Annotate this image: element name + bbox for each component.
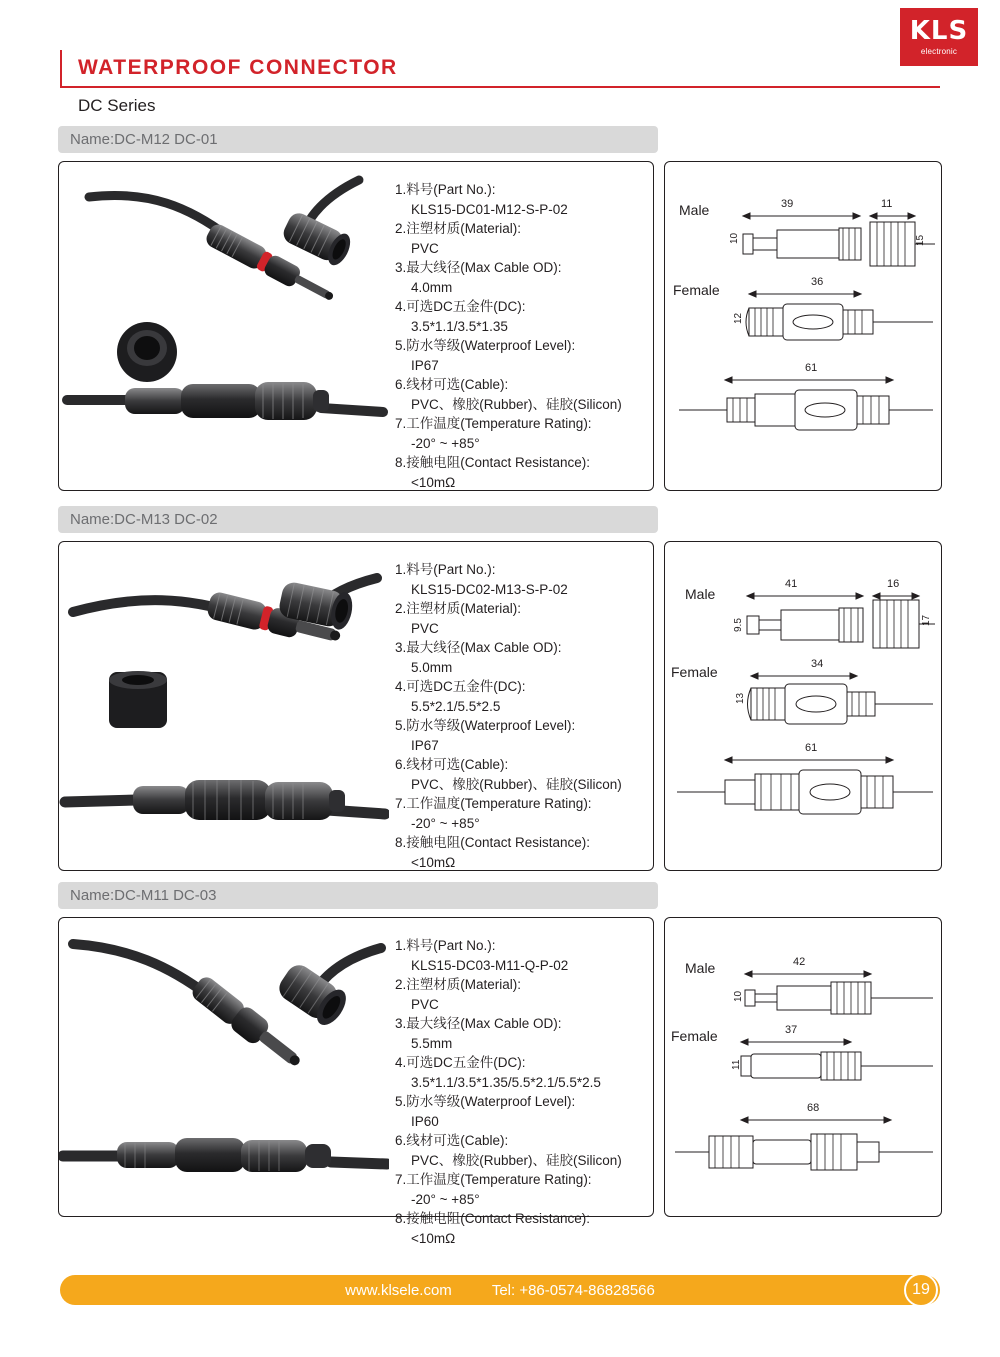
spec-value: 5.5*2.1/5.5*2.5 [411, 698, 501, 714]
spec-label: 3.最大线径(Max Cable OD): [395, 1016, 562, 1031]
dim-female-od: 12 [733, 312, 744, 324]
spec-label: 8.接触电阻(Contact Resistance): [395, 1211, 591, 1226]
spec-label: 7.工作温度(Temperature Rating): [395, 796, 592, 811]
page-title: WATERPROOF CONNECTOR [78, 56, 398, 79]
spec-value: IP60 [411, 1113, 439, 1129]
section-name-bar [58, 882, 658, 909]
dim-total-length: 61 [805, 742, 818, 754]
dim-male-od: 10 [733, 990, 744, 1002]
dim-male-tail: 16 [887, 578, 900, 590]
spec-label: 4.可选DC五金件(DC): [395, 679, 526, 694]
logo-text: KLS [909, 16, 969, 46]
dim-male-h2: 17 [921, 614, 932, 626]
dim-total-length: 68 [807, 1102, 820, 1114]
spec-value: 5.5mm [411, 1035, 453, 1051]
section-name-label: Name:DC-M13 DC-02 [70, 511, 218, 528]
section-name-bar [58, 126, 658, 153]
footer-contact-bar [60, 1275, 940, 1305]
footer-telephone: Tel: +86-0574-86828566 [491, 1281, 655, 1299]
spec-value: 4.0mm [411, 279, 453, 295]
section-dc-02 [58, 506, 942, 871]
spec-label: 5.防水等级(Waterproof Level): [395, 718, 576, 733]
spec-value: IP67 [411, 737, 439, 753]
dim-female-length: 37 [785, 1024, 798, 1036]
spec-label: 8.接触电阻(Contact Resistance): [395, 455, 591, 470]
spec-label: 3.最大线径(Max Cable OD): [395, 260, 562, 275]
product-photo [59, 918, 389, 1216]
technical-drawing-box [664, 541, 942, 871]
technical-drawing-box [664, 161, 942, 491]
spec-label: 7.工作温度(Temperature Rating): [395, 416, 592, 431]
spec-label: 5.防水等级(Waterproof Level): [395, 338, 576, 353]
spec-label: 2.注塑材质(Material): [395, 221, 522, 236]
spec-label: 5.防水等级(Waterproof Level): [395, 1094, 576, 1109]
spec-value: 5.0mm [411, 659, 453, 675]
spec-value: 3.5*1.1/3.5*1.35/5.5*2.1/5.5*2.5 [411, 1074, 601, 1090]
spec-value: PVC、橡胶(Rubber)、硅胶(Silicon) [411, 776, 622, 792]
dim-female-length: 36 [811, 276, 824, 288]
spec-list [389, 162, 653, 490]
spec-value: KLS15-DC01-M12-S-P-02 [411, 201, 568, 217]
spec-value: PVC、橡胶(Rubber)、硅胶(Silicon) [411, 396, 622, 412]
spec-value: <10mΩ [411, 854, 456, 870]
spec-value: -20° ~ +85° [411, 1191, 480, 1207]
header-rule-vertical [60, 50, 62, 88]
spec-value: PVC [411, 240, 439, 256]
spec-value: <10mΩ [411, 474, 456, 490]
section-name-label: Name:DC-M11 DC-03 [70, 887, 217, 904]
dim-male-length: 39 [781, 198, 794, 210]
header-rule [60, 86, 940, 88]
dim-male-od: 10 [729, 232, 740, 244]
female-drawing-label: Female [673, 282, 720, 298]
spec-value: -20° ~ +85° [411, 435, 480, 451]
product-photo-box [58, 917, 654, 1246]
spec-value: KLS15-DC02-M13-S-P-02 [411, 581, 568, 597]
dim-male-length: 42 [793, 956, 806, 968]
product-photo [59, 162, 389, 490]
section-name-label: Name:DC-M12 DC-01 [70, 131, 218, 148]
spec-value: PVC [411, 996, 439, 1012]
logo-subtext: electronic [920, 47, 958, 56]
dim-female-od: 11 [731, 1059, 742, 1070]
dim-male-length: 41 [785, 578, 798, 590]
spec-value: -20° ~ +85° [411, 815, 480, 831]
spec-list [389, 918, 653, 1246]
spec-value: PVC、橡胶(Rubber)、硅胶(Silicon) [411, 1152, 622, 1168]
page-number: 19 [904, 1273, 938, 1307]
spec-label: 1.料号(Part No.): [395, 182, 496, 197]
spec-label: 4.可选DC五金件(DC): [395, 1055, 526, 1070]
spec-value: KLS15-DC03-M11-Q-P-02 [411, 957, 569, 973]
spec-label: 8.接触电阻(Contact Resistance): [395, 835, 591, 850]
technical-drawing-box [664, 917, 942, 1217]
male-drawing-label: Male [685, 586, 716, 602]
dim-male-od: 9.5 [733, 618, 744, 632]
spec-value: <10mΩ [411, 1230, 456, 1246]
section-name-bar [58, 506, 658, 533]
female-drawing-label: Female [671, 1028, 718, 1044]
spec-label: 2.注塑材质(Material): [395, 601, 522, 616]
spec-label: 3.最大线径(Max Cable OD): [395, 640, 562, 655]
female-drawing-label: Female [671, 664, 718, 680]
spec-label: 2.注塑材质(Material): [395, 977, 522, 992]
spec-value: IP67 [411, 357, 439, 373]
spec-label: 1.料号(Part No.): [395, 562, 496, 577]
brand-logo [900, 8, 978, 66]
dim-male-tail: 11 [881, 198, 893, 210]
series-title: DC Series [78, 96, 156, 115]
spec-value: 3.5*1.1/3.5*1.35 [411, 318, 508, 334]
spec-label: 4.可选DC五金件(DC): [395, 299, 526, 314]
spec-label: 6.线材可选(Cable): [395, 377, 509, 392]
male-drawing-label: Male [685, 960, 716, 976]
spec-value: PVC [411, 620, 439, 636]
dim-female-length: 34 [811, 658, 824, 670]
spec-label: 6.线材可选(Cable): [395, 1133, 509, 1148]
section-dc-01 [58, 126, 942, 491]
male-drawing-label: Male [679, 202, 710, 218]
spec-label: 6.线材可选(Cable): [395, 757, 509, 772]
spec-label: 7.工作温度(Temperature Rating): [395, 1172, 592, 1187]
spec-label: 1.料号(Part No.): [395, 938, 496, 953]
spec-list [389, 542, 653, 870]
footer-website[interactable]: www.klsele.com [345, 1281, 452, 1299]
dim-total-length: 61 [805, 362, 818, 374]
dim-male-h2: 15 [915, 234, 926, 246]
section-dc-03 [58, 882, 942, 1246]
product-photo [59, 542, 389, 870]
product-photo-box [58, 541, 654, 871]
dim-female-od: 13 [735, 692, 746, 704]
product-photo-box [58, 161, 654, 491]
